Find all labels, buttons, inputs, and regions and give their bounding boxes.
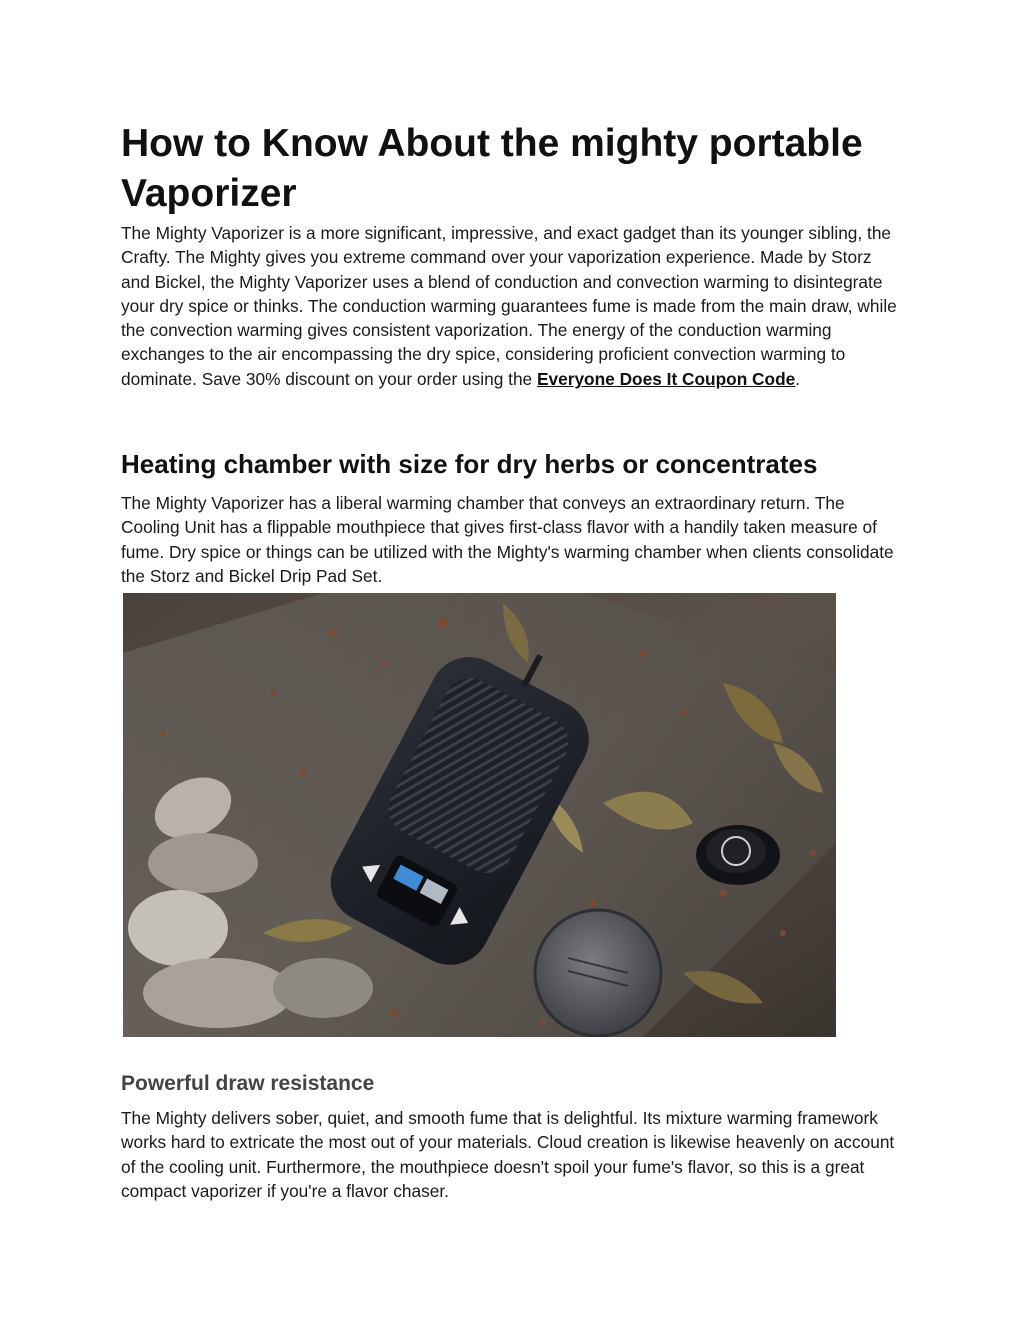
section-heading-heating-chamber: Heating chamber with size for dry herbs or concentrates <box>121 449 818 479</box>
vaporizer-photo <box>123 593 836 1037</box>
draw-resistance-paragraph: The Mighty delivers sober, quiet, and smooth fume that is delightful. Its mixture warming framework works hard to extricate the most out of your materials. Cloud creation is likewise heavenly on account of the cooling unit. Furthermore, the mouthpiece doesn't spoil your fume's flavor, so this is a great compact vaporizer if you're a flavor chaser. <box>121 1108 895 1201</box>
page-title: How to Know About the mighty portable Vaporizer <box>121 122 863 215</box>
coupon-code-link[interactable]: Everyone Does It Coupon Code <box>536 368 796 389</box>
heating-chamber-paragraph: The Mighty Vaporizer has a liberal warming chamber that conveys an extraordinary return. The Cooling Unit has a flippable mouthpiece that gives first-class flavor with a handily taken measure of fume. Dry spice or things can be utilized with the Mighty's warming chamber when clients consolidate the Storz and Bickel Drip Pad Set. <box>121 493 894 586</box>
section-heading-draw-resistance: Powerful draw resistance <box>121 1072 375 1095</box>
intro-text: The Mighty Vaporizer is a more significant, impressive, and exact gadget than its younger sibling, the Crafty. The Mighty gives you extreme command over your vaporization experience. Made by Storz and Bickel, the Mighty Vaporizer uses a blend of conduction and convection warming to disintegrate your dry spice or thinks. The conduction warming guarantees fume is made from the main draw, while the convection warming gives consistent vaporization. The energy of the conduction warming exchanges to the air encompassing the dry spice, considering proficient convection warming to dominate. Save 30% discount on your order using the <box>121 223 897 389</box>
intro-paragraph <box>121 221 901 391</box>
intro-text-end: . <box>795 368 801 389</box>
vaporizer-photo-icon <box>123 593 836 1037</box>
